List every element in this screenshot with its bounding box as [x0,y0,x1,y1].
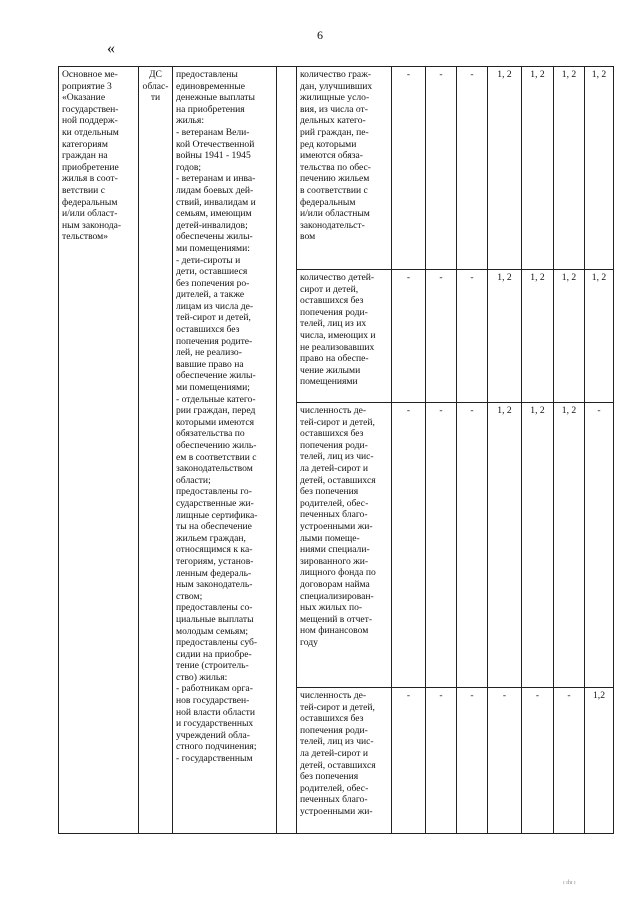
quote-mark: « [107,40,115,57]
indicator-value-cell: - [457,688,488,834]
indicator-value-cell: - [426,688,457,834]
indicator-value-cell: - [488,688,522,834]
page-number: 6 [317,28,323,42]
indicator-value-cell: 1, 2 [554,270,585,403]
indicator-value-cell: - [426,67,457,270]
indicator-value-cell: - [392,688,426,834]
results-cell: предоставлены единовременные денежные выплаты на приобретения жилья: - ветеранам Вели- кой Отечественной войны 1941 - 1945 годов; - ветеранам и инва- лидам боевых дей- ствий, инвалидам и семьям, имеющим детей-инвалидов; обеспечены жилы- ми помещениями: - дети-сироты и дети, оставшиеся без попечения ро- дителей, а также лицам из числа де- тей-сирот и детей, оставшихся без попечения родите- лей, не реализо- вавшие право на обеспечение жилы- ми помещениями; - отдельные катего- рии граждан, перед которыми имеются обязательства по обеспечению жиль- ем в соответствии с законодательством области; предоставлены го- сударственные жи- лищные сертифика- ты на обеспечение жильем граждан, относящимся к ка- тегориям, установ- ленным федераль- ным законодатель- ством; предоставлены со- циальные выплаты молодым семьям; предоставлены суб- сидии на приобре- тение (строитель- ство) жилья: - работникам орга- нов государствен- ной власти области и государственных учреждений обла- стного подчинения; - государственным [173,67,277,834]
program-table [58,66,614,834]
scan-footer-mark: ɪ ɪhɪ ɪ [563,880,576,886]
indicator-value-cell: 1, 2 [585,67,614,270]
blank-column-cell [277,67,297,834]
indicator-value-cell: 1, 2 [488,67,522,270]
indicator-value-cell: 1,2 [585,688,614,834]
indicator-value-cell: 1, 2 [488,403,522,688]
indicator-value-cell: - [522,688,554,834]
indicator-value-cell: - [392,67,426,270]
indicator-value-cell: 1, 2 [522,67,554,270]
indicator-value-cell: 1, 2 [554,403,585,688]
indicator-value-cell: - [554,688,585,834]
indicator-value-cell: 1, 2 [522,403,554,688]
indicator-text-cell: количество детей- сирот и детей, оставшихся без попечения роди- телей, лиц из их числа, имеющих и не реализовавших право на обеспе- чение жилыми помещениями [297,270,392,403]
indicator-value-cell: - [457,67,488,270]
table-row [59,67,614,270]
indicator-value-cell: - [585,403,614,688]
indicator-value-cell: 1, 2 [522,270,554,403]
indicator-value-cell: 1, 2 [585,270,614,403]
indicator-text-cell: численность де- тей-сирот и детей, оставшихся без попечения роди- телей, лиц из чис- ла детей-сирот и детей, оставшихся без попечения родителей, обес- печенных благо- устроенными жи- [297,688,392,834]
indicator-text-cell: численность де- тей-сирот и детей, оставшихся без попечения роди- телей, лиц из чис- ла детей-сирот и детей, оставшихся без попечения родителей, обес- печенных благо- устроенными жи- лыми помеще- ниями специали- зированного жи- лищного фонда по договорам найма специализирован- ных жилых по- мещений в отчет- ном финансовом году [297,403,392,688]
indicator-value-cell: - [426,270,457,403]
indicator-value-cell: - [426,403,457,688]
indicator-text-cell: количество граж- дан, улучшивших жилищные усло- вия, из числа от- дельных катего- рий граждан, пе- ред которыми имеются обяза- тельства по обес- печению жильем в соответствии с федеральным и/или областным законодательст- вом [297,67,392,270]
indicator-value-cell: - [457,403,488,688]
indicator-value-cell: 1, 2 [488,270,522,403]
indicator-value-cell: - [457,270,488,403]
responsible-cell: ДС облас- ти [139,67,173,834]
indicator-value-cell: - [392,403,426,688]
indicator-value-cell: 1, 2 [554,67,585,270]
measure-name-cell: Основное ме- роприятие 3 «Оказание государствен- ной поддерж- ки отдельным категориям граждан на приобретение жилья в соот- ветствии с федеральным и/или област- ным законода- тельством» [59,67,139,834]
indicator-value-cell: - [392,270,426,403]
